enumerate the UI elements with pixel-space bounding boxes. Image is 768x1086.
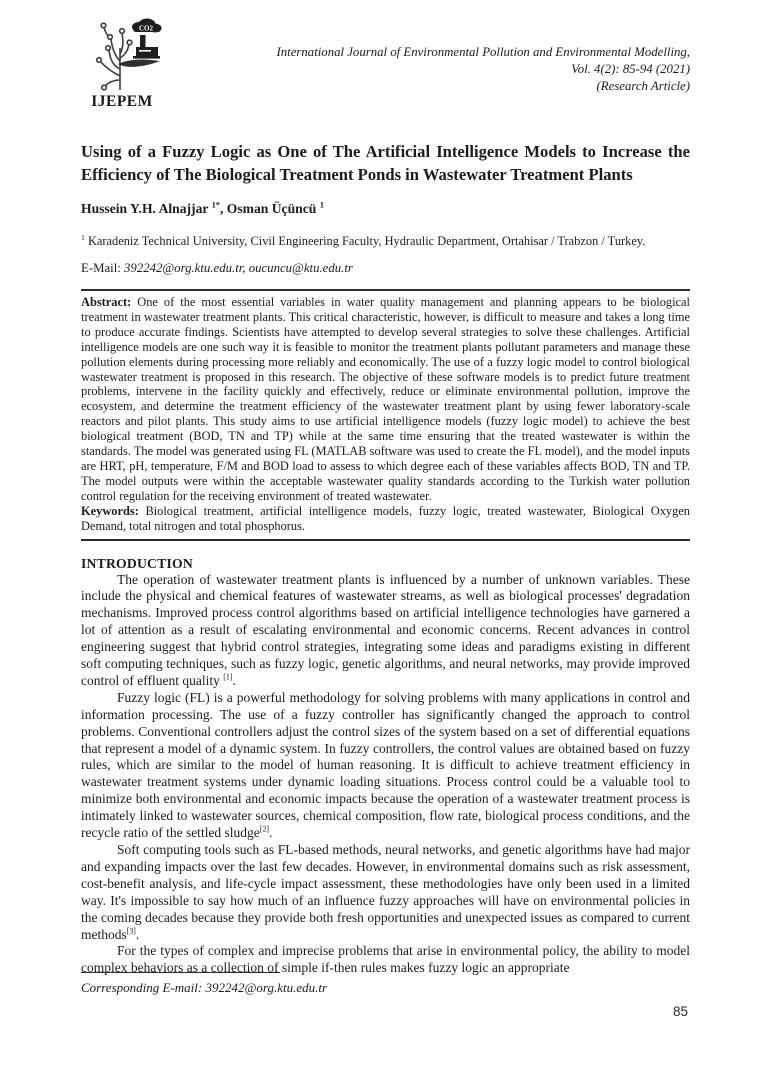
intro-paragraph-3 (81, 842, 690, 943)
section-heading-introduction: INTRODUCTION (81, 555, 193, 571)
logo-acronym: IJEPEM (91, 93, 153, 110)
factory-icon (118, 35, 160, 67)
journal-volume: Vol. 4(2): 85-94 (2021) (571, 62, 690, 76)
abstract-label: Abstract: (81, 295, 132, 309)
article-type: (Research Article) (596, 79, 690, 93)
citation-ref-3: [3] (126, 926, 136, 936)
author-2-superscript: 1 (319, 199, 324, 210)
author-1-superscript: 1* (211, 199, 220, 210)
author-1: Hussein Y.H. Alnajjar (81, 201, 212, 216)
page-header (81, 14, 690, 119)
corresponding-email: Corresponding E-mail: 392242@org.ktu.edu.tr (81, 980, 328, 995)
footnote-divider (81, 972, 280, 973)
paragraph-text: Fuzzy logic (FL) is a powerful methodology for solving problems with many applications in control and information processing. The use of a fuzzy controller has significantly changed the approach to control problems. Conventional controllers adjust the control sizes of the system based on a set of differential equations that represent a model of a dynamic system. In fuzzy controllers, the control values are obtained based on fuzzy rules, which are similar to the model of human reasoning. It is difficult to achieve treatment efficiency in wastewater treatment systems under dynamic loading situations. Process control could be a valuable tool to minimize both environmental and economic impacts because the operation of a wastewater treatment process is intimately linked to wastewater sources, chemical composition, flow rate, biological process conditions, and the recycle ratio of the settled sludge (81, 689, 690, 841)
citation-ref-1: [1] (223, 672, 233, 682)
email-addresses: 392242@org.ktu.edu.tr, oucuncu@ktu.edu.tr (124, 261, 353, 275)
paragraph-tail: . (268, 825, 273, 841)
journal-name: International Journal of Environmental Pollution and Environmental Modelling, (276, 45, 690, 59)
journal-info (277, 44, 690, 95)
paragraph-text: The operation of wastewater treatment plants is influenced by a number of unknown variables. These include the physical and chemical features of wastewater streams, as well as biological processes' degradation mechanisms. Improved process control algorithms based on artificial intelligence technologies have garnered a lot of attention as a result of escalating environmental and economic concerns. Recent advances in control engineering suggest that hybrid control strategies, integrating some ideas and paradigms existing in different soft computing techniques, such as fuzzy logic, genetic algorithms, and neural networks, may provide improved control of effluent quality (81, 571, 690, 688)
journal-logo (81, 14, 171, 119)
page-number: 85 (672, 1004, 688, 1019)
abstract-section (81, 289, 690, 541)
author-separator: , (219, 201, 227, 216)
author-list (81, 201, 690, 217)
author-2: Osman Üçüncü (226, 201, 320, 216)
paragraph-tail: . (135, 926, 140, 942)
affiliation (81, 234, 690, 249)
co2-cloud-icon (132, 19, 162, 33)
email-line (81, 261, 690, 276)
journal-logo-graphic (81, 14, 171, 114)
co2-cloud-label: CO2 (139, 24, 153, 33)
affiliation-superscript: 1 (81, 232, 85, 242)
footnote-area (81, 972, 690, 996)
citation-ref-2: [2] (259, 824, 269, 834)
keywords-label: Keywords: (81, 503, 139, 518)
keywords-text: Biological treatment, artificial intelligence models, fuzzy logic, treated wastewater, Biological Oxygen Demand, total nitrogen and total phosphorus. (81, 503, 690, 533)
intro-paragraph-2 (81, 690, 690, 842)
paragraph-text: For the types of complex and imprecise problems that arise in environmental policy, the ability to model complex behaviors as a collection of simple if-then rules makes fuzzy logic an appropriate (81, 943, 690, 976)
circuit-tree-icon (97, 23, 132, 90)
article-title: Using of a Fuzzy Logic as One of The Artificial Intelligence Models to Increase the Efficiency of The Biological Treatment Ponds in Wastewater Treatment Plants (81, 142, 690, 184)
paragraph-text: Soft computing tools such as FL-based methods, neural networks, and genetic algorithms have had major and expanding impacts over the last few decades. However, in environmental domains such as risk assessment, cost-benefit analysis, and life-cycle impact assessment, these methodologies have only been used in a limited way. It's impossible to say how much of an influence fuzzy approaches will have on environmental policies in the coming decades because they provide both fresh opportunities and unexpected issues as compared to current methods (81, 842, 690, 942)
abstract-text: One of the most essential variables in water quality management and planning appears to be biological treatment in wastewater treatment plants. This critical characteristic, however, is difficult to measure and takes a long time to produce accurate findings. Scientists have attempted to develop several strategies to solve these challenges. Artificial intelligence models are one such way it is feasible to monitor the treatment plants pollutant parameters and manage these pollution elements during processing more reliably and economically. The use of a fuzzy logic model to control biological wastewater treatment is proposed in this research. The objective of these software models is to predict future treatment problems, intervene in the facility quickly and effectively, reduce or eliminate environmental pollution, improve the ecosystem, and determine the treatment efficiency of the wastewater treatment plant by using fewer laboratory-scale reactors and pilot plants. This study aims to use artificial intelligence models (fuzzy logic model) to achieve the best biological treatment (BOD, TN and TP) while at the same time ensuring that the treated wastewater is within the standards. The model was generated using FL (MATLAB software was used to create the FL model), and the model inputs are HRT, pH, temperature, F/M and BOD load to assess to which degree each of these variables affects BOD, TN and TP. The model outputs were within the acceptable wastewater quality standards according to the Turkish water pollution control regulation for the receiving environment of treated wastewater. (81, 295, 690, 503)
affiliation-text: Karadeniz Technical University, Civil Engineering Faculty, Hydraulic Department, Ortahisar / Trabzon / Turkey. (84, 234, 646, 248)
email-label: E-Mail: (81, 261, 125, 275)
intro-paragraph-1 (81, 572, 690, 690)
abstract-paragraph (81, 295, 690, 504)
keywords-paragraph (81, 504, 690, 534)
paragraph-tail: . (232, 672, 236, 688)
